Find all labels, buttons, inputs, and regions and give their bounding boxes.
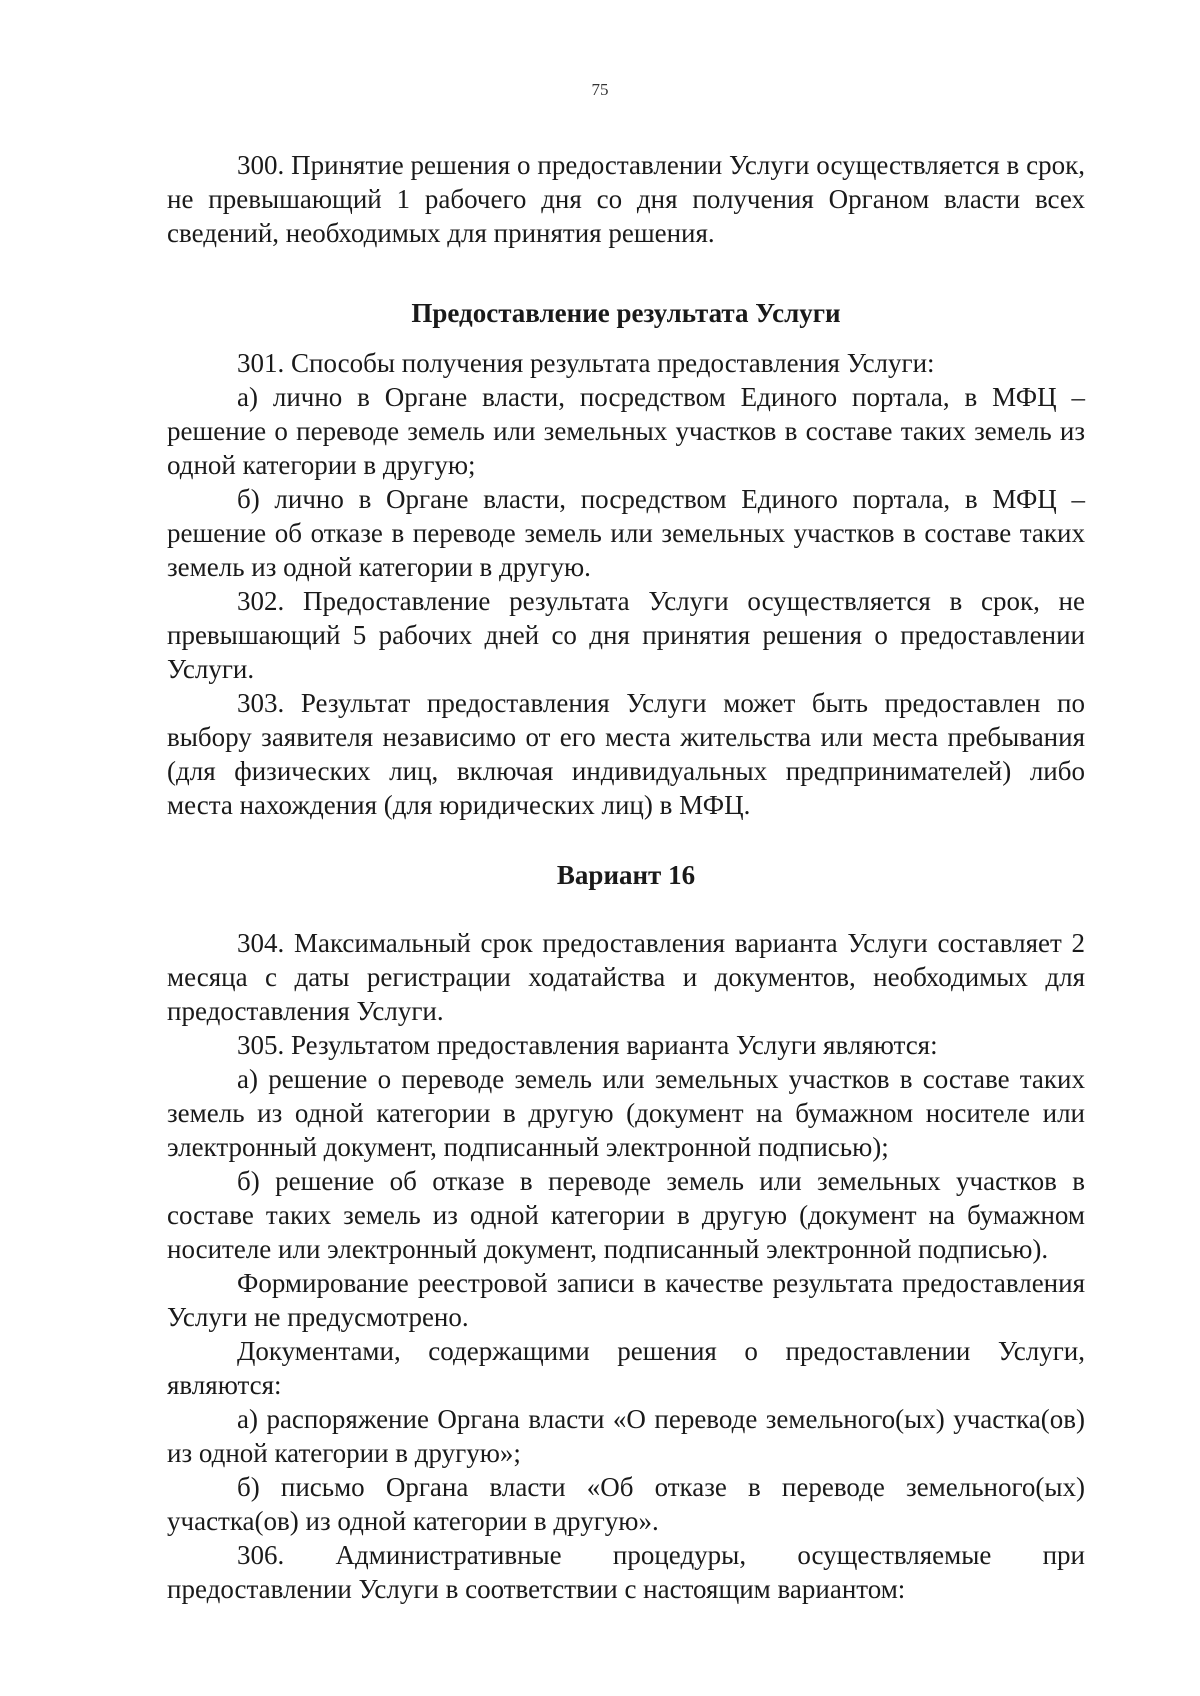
paragraph-301-a: а) лично в Органе власти, посредством Единого портала, в МФЦ – решение о переводе земель или земельных участков в составе таких земель из одной категории в другую; xyxy=(167,382,1085,480)
paragraph-303: 303. Результат предоставления Услуги может быть предоставлен по выбору заявителя независимо от его места жительства или места пребывания (для физических лиц, включая индивидуальных предпринимателей) либо места нахождения (для юридических лиц) в МФЦ. xyxy=(167,688,1085,820)
paragraph-documents: Документами, содержащими решения о предоставлении Услуги, являются: xyxy=(167,1336,1085,1400)
section-heading-variant: Вариант 16 xyxy=(556,860,696,890)
paragraph-300: 300. Принятие решения о предоставлении Услуги осуществляется в срок, не превышающий 1 рабочего дня со дня получения Органом власти всех сведений, необходимых для принятия решения. xyxy=(167,150,1085,248)
paragraph-304: 304. Максимальный срок предоставления варианта Услуги составляет 2 месяца с даты регистрации ходатайства и документов, необходимых для предоставления Услуги. xyxy=(167,928,1085,1026)
paragraph-301-b: б) лично в Органе власти, посредством Единого портала, в МФЦ – решение об отказе в переводе земель или земельных участков в составе таких земель из одной категории в другую. xyxy=(167,484,1085,582)
paragraph-302: 302. Предоставление результата Услуги осуществляется в срок, не превышающий 5 рабочих дней со дня принятия решения о предоставлении Услуги. xyxy=(167,586,1085,684)
paragraph-305-a: а) решение о переводе земель или земельных участков в составе таких земель из одной категории в другую (документ на бумажном носителе или электронный документ, подписанный электронной подписью); xyxy=(167,1064,1085,1162)
paragraph-documents-a: а) распоряжение Органа власти «О переводе земельного(ых) участка(ов) из одной категории в другую»; xyxy=(167,1404,1085,1468)
paragraph-305: 305. Результатом предоставления варианта Услуги являются: xyxy=(237,1030,938,1060)
paragraph-documents-b: б) письмо Органа власти «Об отказе в переводе земельного(ых) участка(ов) из одной категории в другую». xyxy=(167,1472,1085,1536)
paragraph-306: 306. Административные процедуры, осуществляемые при предоставлении Услуги в соответствии с настоящим вариантом: xyxy=(167,1540,1085,1604)
document-body xyxy=(167,148,1085,1606)
page-number: 75 xyxy=(591,80,609,99)
section-heading-result: Предоставление результата Услуги xyxy=(411,298,841,328)
paragraph-301: 301. Способы получения результата предоставления Услуги: xyxy=(237,348,935,378)
paragraph-305-b: б) решение об отказе в переводе земель или земельных участков в составе таких земель из одной категории в другую (документ на бумажном носителе или электронный документ, подписанный электронной подписью). xyxy=(167,1166,1085,1264)
paragraph-registry: Формирование реестровой записи в качестве результата предоставления Услуги не предусмотрено. xyxy=(167,1268,1085,1332)
